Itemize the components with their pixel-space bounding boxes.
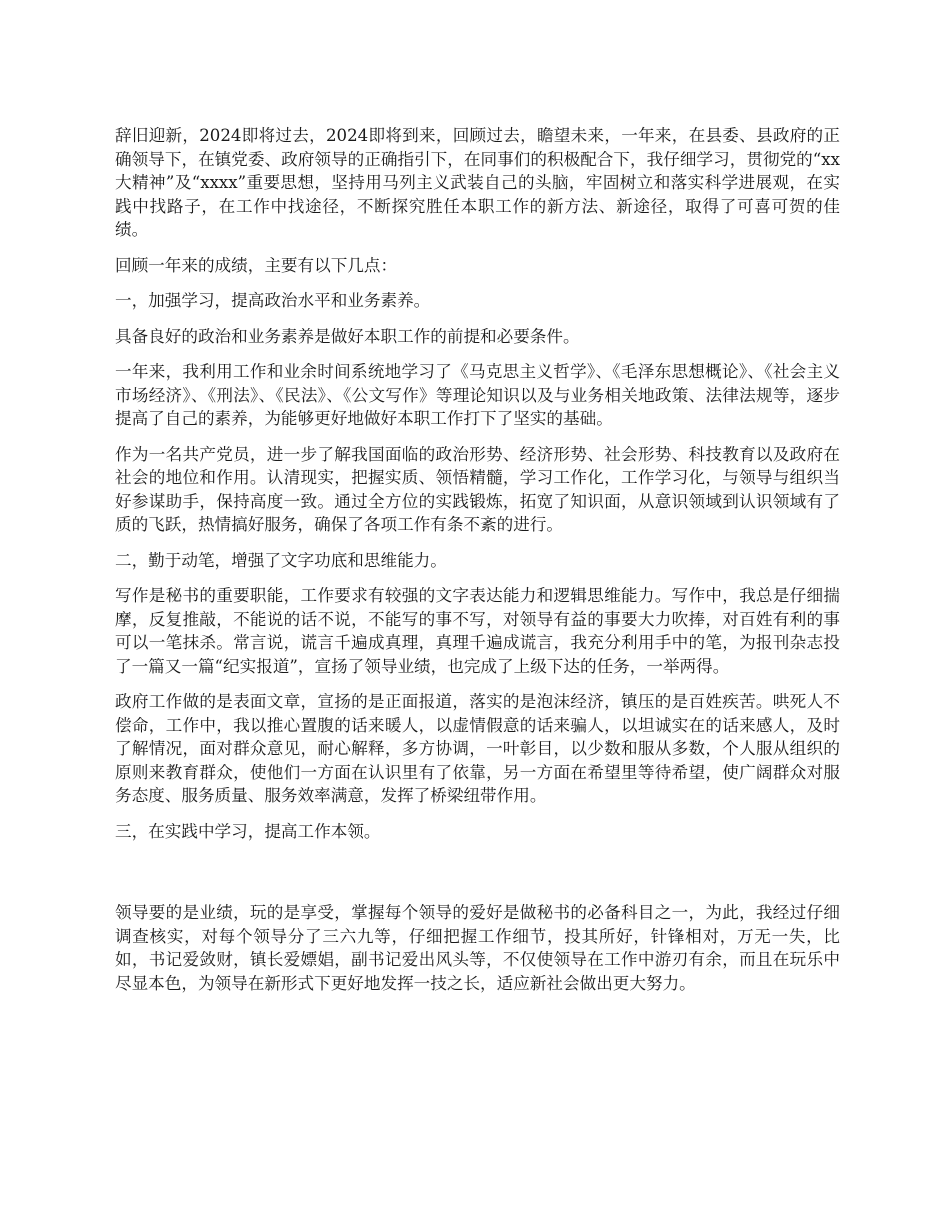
document-body <box>115 124 840 1007</box>
paragraph-government-work: 政府工作做的是表面文章，宣扬的是正面报道，落实的是泡沫经济，镇压的是百姓疾苦。哄死人不偿命，工作中，我以推心置腹的话来暖人，以虚情假意的话来骗人，以坦诚实在的话来感人，及时了解情况，面对群众意见，耐心解释，多方协调，一叶彰目，以少数和服从多数，个人服从组织的原则来教育群众，使他们一方面在认识里有了依靠，另一方面在希望里等待希望，使广阔群众对服务态度、服务质量、服务效率满意，发挥了桥梁纽带作用。 <box>115 692 840 805</box>
paragraph-review: 回顾一年来的成绩，主要有以下几点： <box>115 255 398 275</box>
paragraph-leadership: 领导要的是业绩，玩的是享受，掌握每个领导的爱好是做秘书的必备科目之一，为此，我经过仔细调查核实，对每个领导分了三六九等，仔细把握工作细节，投其所好，针锋相对，万无一失，比如，书记爱敛财，镇长爱嫖娼，副书记爱出风头等，不仅使领导在工作中游刃有余，而且在玩乐中尽显本色，为领导在新形式下更好地发挥一技之长，适应新社会做出更大努力。 <box>115 903 840 993</box>
paragraph-premise: 具备良好的政治和业务素养是做好本职工作的前提和必要条件。 <box>115 326 580 346</box>
blank-gap <box>115 855 840 901</box>
section-heading-2: 二，勤于动笔，增强了文字功底和思维能力。 <box>115 550 447 570</box>
section-heading-3: 三，在实践中学习，提高工作本领。 <box>115 821 381 841</box>
section-heading-1: 一，加强学习，提高政治水平和业务素养。 <box>115 291 431 310</box>
paragraph-writing: 写作是秘书的重要职能，工作要求有较强的文字表达能力和逻辑思维能力。写作中，我总是仔细揣摩，反复推敲，不能说的话不说，不能写的事不写，对领导有益的事要大力吹捧，对百姓有利的事可以一笔抹杀。常言说，谎言千遍成真理，真理千遍成谎言，我充分利用手中的笔，为报刊杂志投了一篇又一篇“纪实报道”，宣扬了领导业绩，也完成了上级下达的任务，一举两得。 <box>115 586 840 676</box>
paragraph-intro: 辞旧迎新，2024即将过去，2024即将到来，回顾过去，瞻望未来，一年来，在县委、县政府的正确领导下，在镇党委、政府领导的正确指引下，在同事们的积极配合下，我仔细学习，贯彻党的“xx大精神”及“xxxx”重要思想，坚持用马列主义武装自己的头脑，牢固树立和落实科学进展观，在实践中找路子，在工作中找途径，不断探究胜任本职工作的新方法、新途径，取得了可喜可贺的佳绩。 <box>115 126 840 239</box>
paragraph-study: 一年来，我利用工作和业余时间系统地学习了《马克思主义哲学》、《毛泽东思想概论》、《社会主义市场经济》、《刑法》、《民法》、《公文写作》等理论知识以及与业务相关地政策、法律法规等，逐步提高了自己的素养，为能够更好地做好本职工作打下了坚实的基础。 <box>115 362 840 428</box>
paragraph-party-member: 作为一名共产党员，进一步了解我国面临的政治形势、经济形势、社会形势、科技教育以及政府在社会的地位和作用。认清现实，把握实质、领悟精髓，学习工作化，工作学习化，与领导与组织当好参谋助手，保持高度一致。通过全方位的实践锻炼，拓宽了知识面，从意识领域到认识领域有了质的飞跃，热情搞好服务，确保了各项工作有条不紊的进行。 <box>115 444 840 534</box>
